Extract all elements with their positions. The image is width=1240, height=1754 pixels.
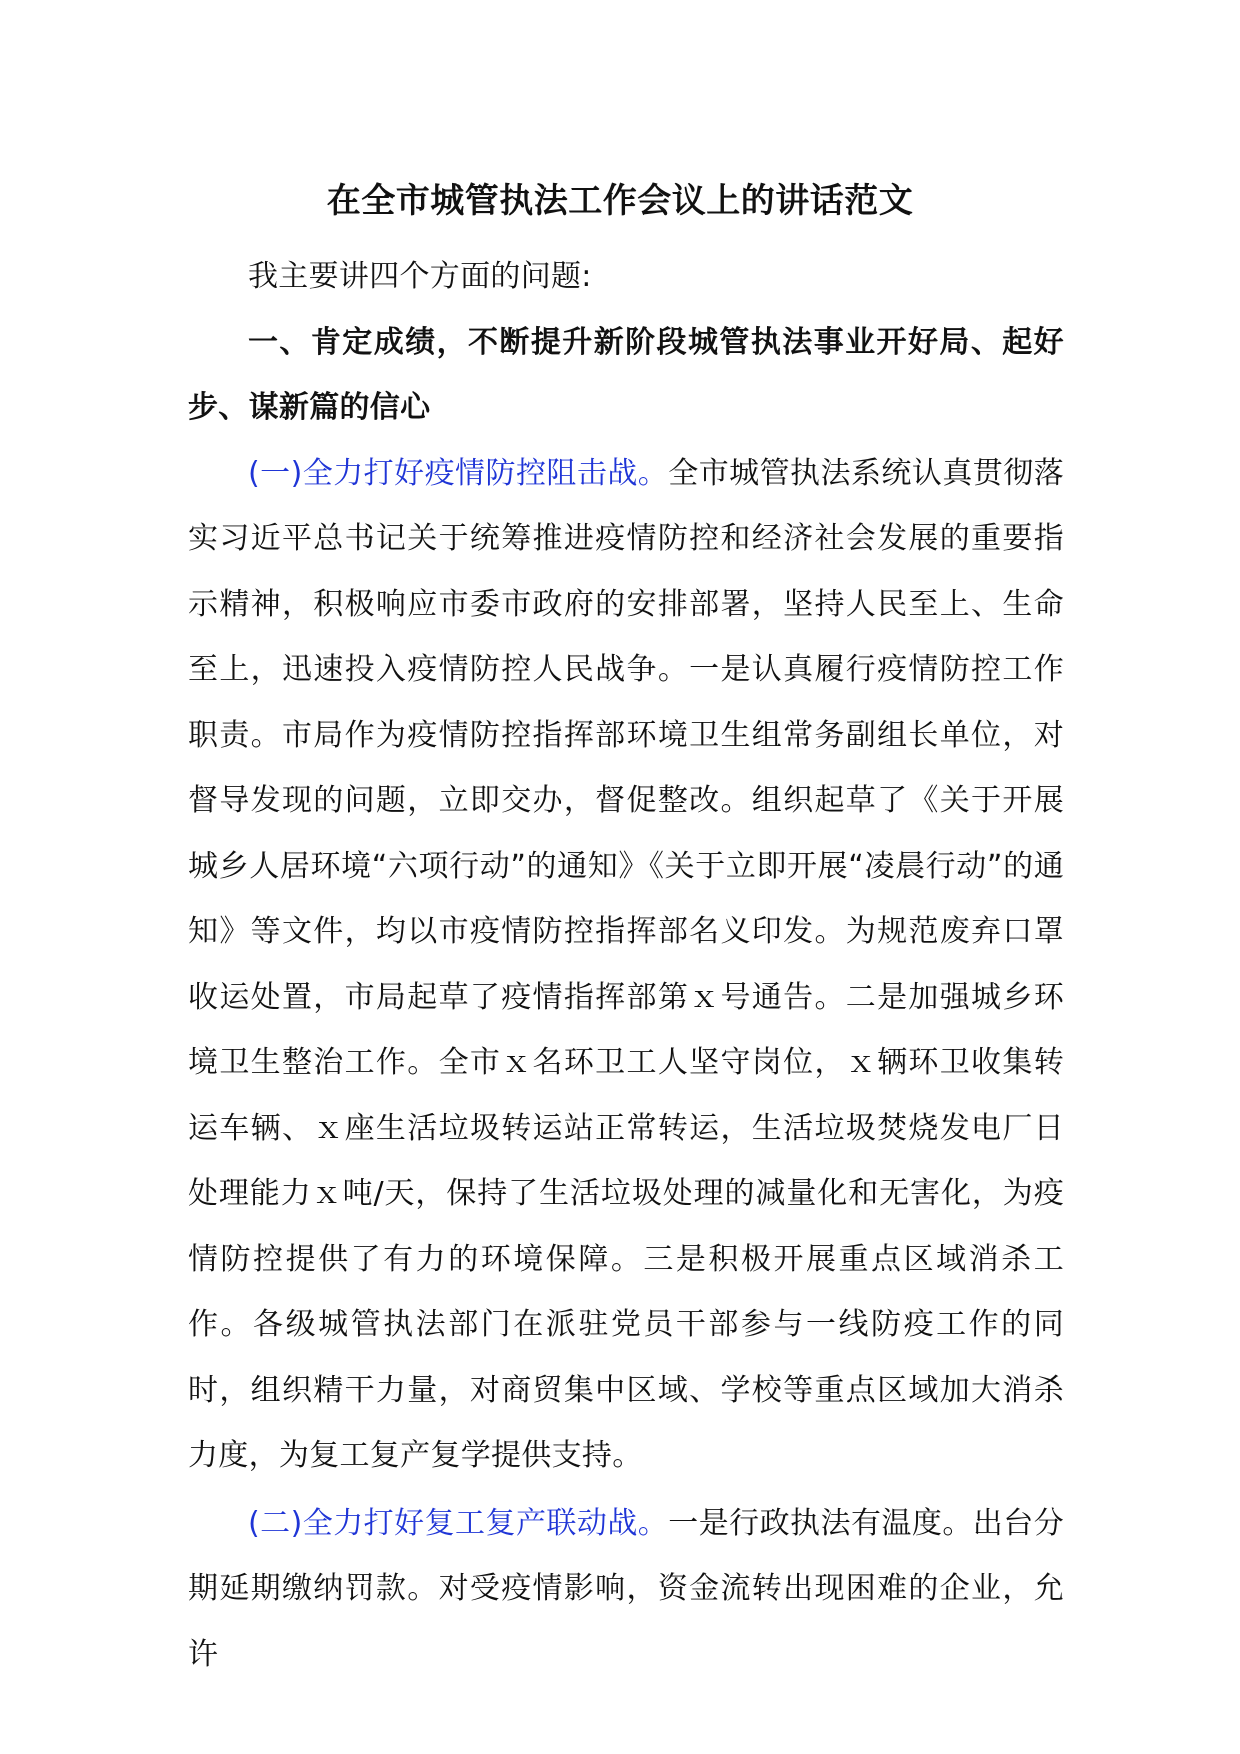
document-body — [188, 244, 1064, 1687]
paragraph-2-subheading: (二)全力打好复工复产联动战。 — [248, 1505, 669, 1541]
paragraph-2 — [188, 1491, 1064, 1688]
paragraph-2-text: 一是行政执法有温度。出台分期延期缴纳罚款。对受疫情影响，资金流转出现困难的企业，允许 — [188, 1505, 1064, 1672]
paragraph-1-subheading: (一)全力打好疫情防控阻击战。 — [248, 455, 669, 491]
intro-paragraph: 我主要讲四个方面的问题: — [248, 259, 592, 294]
paragraph-1-text: 全市城管执法系统认真贯彻落实习近平总书记关于统筹推进疫情防控和经济社会发展的重要指示精神，积极响应市委市政府的安排部署，坚持人民至上、生命至上，迅速投入疫情防控人民战争。一是认真履行疫情防控工作职责。市局作为疫情防控指挥部环境卫生组常务副组长单位，对督导发现的问题，立即交办，督促整改。组织起草了《关于开展城乡人居环境“六项行动”的通知》《关于立即开展“凌晨行动”的通知》等文件，均以市疫情防控指挥部名义印发。为规范废弃口罩收运处置，市局起草了疫情指挥部第ｘ号通告。二是加强城乡环境卫生整治工作。全市ｘ名环卫工人坚守岗位，ｘ辆环卫收集转运车辆、ｘ座生活垃圾转运站正常转运，生活垃圾焚烧发电厂日处理能力ｘ吨/天，保持了生活垃圾处理的减量化和无害化，为疫情防控提供了有力的环境保障。三是积极开展重点区域消杀工作。各级城管执法部门在派驻党员干部参与一线防疫工作的同时，组织精干力量，对商贸集中区域、学校等重点区域加大消杀力度，为复工复产复学提供支持。 — [188, 455, 1064, 1473]
paragraph-1 — [188, 441, 1064, 1489]
section-1-heading: 一、肯定成绩，不断提升新阶段城管执法事业开好局、起好步、谋新篇的信心 — [188, 324, 1064, 425]
document-title: 在全市城管执法工作会议上的讲话范文 — [326, 181, 914, 221]
